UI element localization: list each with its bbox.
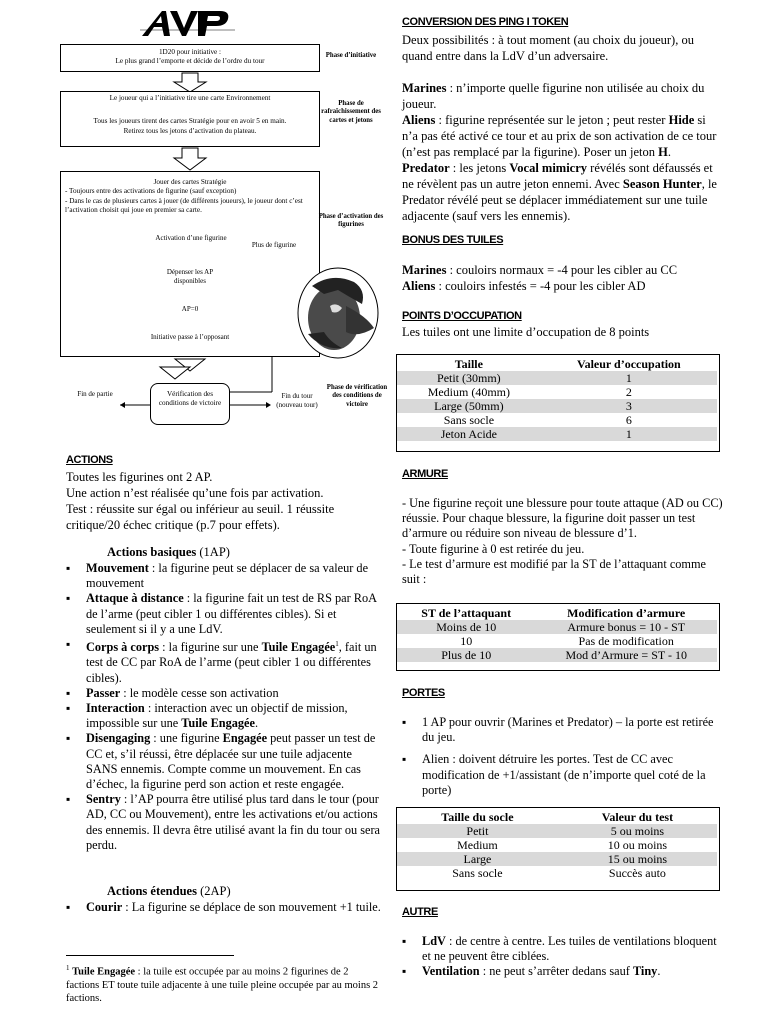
fin-partie-label: Fin de partie	[77, 390, 113, 398]
footnote-divider	[66, 955, 234, 956]
autre-heading: AUTRE	[402, 906, 438, 918]
table-cell: Moins de 10	[397, 620, 535, 634]
occupation-header-size: Taille	[397, 357, 541, 371]
bonus-heading: BONUS DES TUILES	[402, 234, 504, 246]
armure-line2: - Toute figurine à 0 est retirée du jeu.	[402, 541, 585, 556]
table-cell: Petit (30mm)	[397, 371, 541, 385]
list-item: ▪ Passer : le modèle cesse son activation	[66, 686, 384, 701]
table-cell: Sans socle	[397, 413, 541, 427]
table-cell: Sans socle	[397, 866, 558, 880]
table-cell: Succès auto	[558, 866, 717, 880]
phase-refresh-label: Phase de rafraîchissement des cartes et jetons	[321, 100, 381, 124]
list-item: ▪ Mouvement : la figurine peut se déplacer de sa valeur de mouvement	[66, 561, 384, 591]
table-cell: Plus de 10	[397, 648, 535, 662]
list-item: ▪ Corps à corps : la figurine sur une Tuile Engagée$^1$, fait un test de CC par RoA de l’arme (peut cibler 1 ou différentes cibles).	[66, 637, 384, 686]
conversion-predator: Predator : les jetons Vocal mimicry révélés sont défaussés et ne révèlent pas un autre jeton ennemi. Avec Season Hunter, le Predator révélé peut se déplacer immédiatement sur une tuile adjacente (sauf vers les ennemis).	[402, 161, 717, 223]
bonus-marines: Marines : couloirs normaux = -4 pour les cibler au CC	[402, 263, 678, 277]
armure-line1: - Une figurine reçoit une blessure pour toute attaque (AD ou CC) réussie. Pour chaque blessure, la figurine doit passer un test d’armure ou réduire son niveau de blessure d’1.	[402, 496, 723, 541]
actions-intro-line3: Test : réussite sur égal ou inférieur au seuil. 1 réussite critique/20 échec critique (p.7 pour effets).	[66, 502, 335, 532]
table-cell: Large (50mm)	[397, 399, 541, 413]
table-cell: 6	[541, 413, 717, 427]
strategy-title: Jouer des cartes Stratégie	[153, 178, 227, 186]
portes-heading: PORTES	[402, 687, 445, 699]
table-cell: 2	[541, 385, 717, 399]
occupation-table	[397, 357, 717, 441]
table-cell: Petit	[397, 824, 558, 838]
conversion-aliens: Aliens : figurine représentée sur le jeton ; peut rester Hide si n’a pas été activé ce tour et au prix de son activation de ce tour (n’est pas remplacé par la figurine). Poser un jeton H.	[402, 113, 717, 159]
conversion-intro: Deux possibilités : à tout moment (au choix du joueur), ou quand entre dans la LdV d’un adversaire.	[402, 33, 694, 63]
activation-box	[60, 171, 320, 357]
extended-actions-list	[66, 900, 384, 915]
actions-heading: ACTIONS	[66, 454, 113, 466]
armure-table	[397, 606, 717, 662]
conversion-section	[402, 32, 724, 224]
armure-header-mod: Modification d’armure	[535, 606, 717, 620]
portes-list	[402, 715, 722, 798]
table-cell: 1	[541, 427, 717, 441]
list-item: ▪ LdV : de centre à centre. Les tuiles de ventilations bloquent et ne peuvent être ciblées.	[402, 934, 722, 964]
occupation-intro: Les tuiles ont une limite d’occupation de 8 points	[402, 325, 650, 339]
table-cell: 10 ou moins	[558, 838, 717, 852]
occupation-header-value: Valeur d’occupation	[541, 357, 717, 371]
actions-intro	[66, 469, 384, 533]
actions-intro-line2: Une action n’est réalisée qu’une fois par activation.	[66, 486, 324, 500]
table-cell: Medium	[397, 838, 558, 852]
table-cell: Medium (40mm)	[397, 385, 541, 399]
list-item: ▪ 1 AP pour ouvrir (Marines et Predator) – la porte est retirée du jeu.	[402, 715, 722, 745]
armure-heading: ARMURE	[402, 468, 448, 480]
initiative-box: 1D20 pour initiative : Le plus grand l’emporte et décide de l’ordre du tour	[60, 44, 320, 72]
table-cell: Large	[397, 852, 558, 866]
portes-table	[397, 810, 717, 880]
list-item: ▪ Interaction : interaction avec un objectif de mission, impossible sur une Tuile Engagée.	[66, 701, 384, 731]
table-cell: Mod d’Armure = ST - 10	[535, 648, 717, 662]
footnote: $^1$ Tuile Engagée : la tuile est occupée par au moins 2 figurines de 2 factions ET toute tuile adjacente à une tuile pleine occupée par au moins 2 factions.	[66, 964, 379, 1004]
portes-header-socle: Taille du socle	[397, 810, 558, 824]
refresh-box	[60, 91, 320, 147]
bonus-aliens: Aliens : couloirs infestés = -4 pour les cibler AD	[402, 279, 646, 293]
armure-line3: - Le test d’armure est modifié par la ST de l’attaquant comme suit :	[402, 556, 707, 587]
fin-tour-label: Fin du tour (nouveau tour)	[276, 392, 318, 410]
armure-text	[402, 496, 724, 587]
extended-actions-title-text: Actions étendues	[107, 884, 197, 898]
autre-list	[402, 934, 722, 980]
refresh-box-line1: Le joueur qui a l’initiative tire une carte Environnement	[109, 94, 271, 102]
occupation-heading: POINTS D’OCCUPATION	[402, 310, 522, 322]
list-item: ▪ Sentry : l’AP pourra être utilisé plus tard dans le tour (pour AD, CC ou Mouvement), entre les activations et/ou actions des ennemis. Il devra être utilisé avant la fin du tour ou sera perdu.	[66, 792, 384, 853]
list-item: ▪ Attaque à distance : la figurine fait un test de RS par RoA de l’arme (peut cibler 1 ou différentes cibles). Si et seulement si il y a une LdV.	[66, 591, 384, 637]
list-item: ▪ Ventilation : ne peut s’arrêter dedans sauf Tiny.	[402, 964, 722, 979]
table-cell: 1	[541, 371, 717, 385]
table-cell: Pas de modification	[535, 634, 717, 648]
actions-intro-line1: Toutes les figurines ont 2 AP.	[66, 470, 213, 484]
list-item: ▪ Disengaging : une figurine Engagée peut passer un test de CC et, s’il réussi, être déplacée sur une tuile adjacente SANS ennemis. Compte comme un mouvement. En cas d’échec, la figurine perd son action et reste engagée.	[66, 731, 384, 792]
verification-box: Vérification des conditions de victoire	[150, 383, 230, 425]
plus-figurine-label: Plus de figurine	[251, 241, 297, 249]
list-item: ▪ Alien : doivent détruire les portes. Test de CC avec modification de +1/assistant (de n’importe quel coté de la porte)	[402, 752, 722, 798]
depenser-label: Dépenser les AP disponibles	[166, 268, 214, 286]
table-cell: Jeton Acide	[397, 427, 541, 441]
strategy-rules: - Toujours entre des activations de figurine (sauf exception) - Dans le cas de plusieurs cartes à jouer (de différents joueurs), le joueur dont c’est l’activation choisit qui joue en premier sa carte.	[65, 187, 303, 215]
basic-actions-list	[66, 561, 384, 853]
table-cell: 15 ou moins	[558, 852, 717, 866]
extended-actions-title	[107, 883, 231, 899]
bonus-section	[402, 262, 724, 294]
basic-actions-title	[107, 544, 230, 560]
table-cell: 5 ou moins	[558, 824, 717, 838]
basic-actions-title-text: Actions basiques	[107, 545, 197, 559]
conversion-marines: Marines : n’importe quelle figurine non utilisée au choix du joueur.	[402, 81, 705, 111]
activation-label: Activation d’une figurine	[155, 234, 227, 242]
list-item: ▪ Courir : La figurine se déplace de son mouvement +1 tuile.	[66, 900, 384, 915]
portes-header-test: Valeur du test	[558, 810, 717, 824]
phase-activation-label: Phase d’activation des figurines	[318, 213, 384, 229]
phase-initiative-label: Phase d’initiative	[325, 52, 377, 59]
phase-victory-label: Phase de vérification des conditions de victoire	[326, 384, 388, 408]
table-cell: Armure bonus = 10 - ST	[535, 620, 717, 634]
refresh-box-line2: Tous les joueurs tirent des cartes Stratégie pour en avoir 5 en main. Retirez tous les jetons d’activation du plateau.	[93, 117, 287, 135]
ap0-label: AP=0	[181, 305, 199, 313]
conversion-heading: CONVERSION DES PING I TOKEN	[402, 16, 569, 28]
table-cell: 10	[397, 634, 535, 648]
armure-header-st: ST de l’attaquant	[397, 606, 535, 620]
extended-actions-cost: (2AP)	[196, 884, 231, 898]
basic-actions-cost: (1AP)	[196, 545, 230, 559]
predator-illustration	[296, 266, 380, 360]
initiative-passe-label: Initiative passe à l’opposant	[150, 333, 230, 341]
table-cell: 3	[541, 399, 717, 413]
